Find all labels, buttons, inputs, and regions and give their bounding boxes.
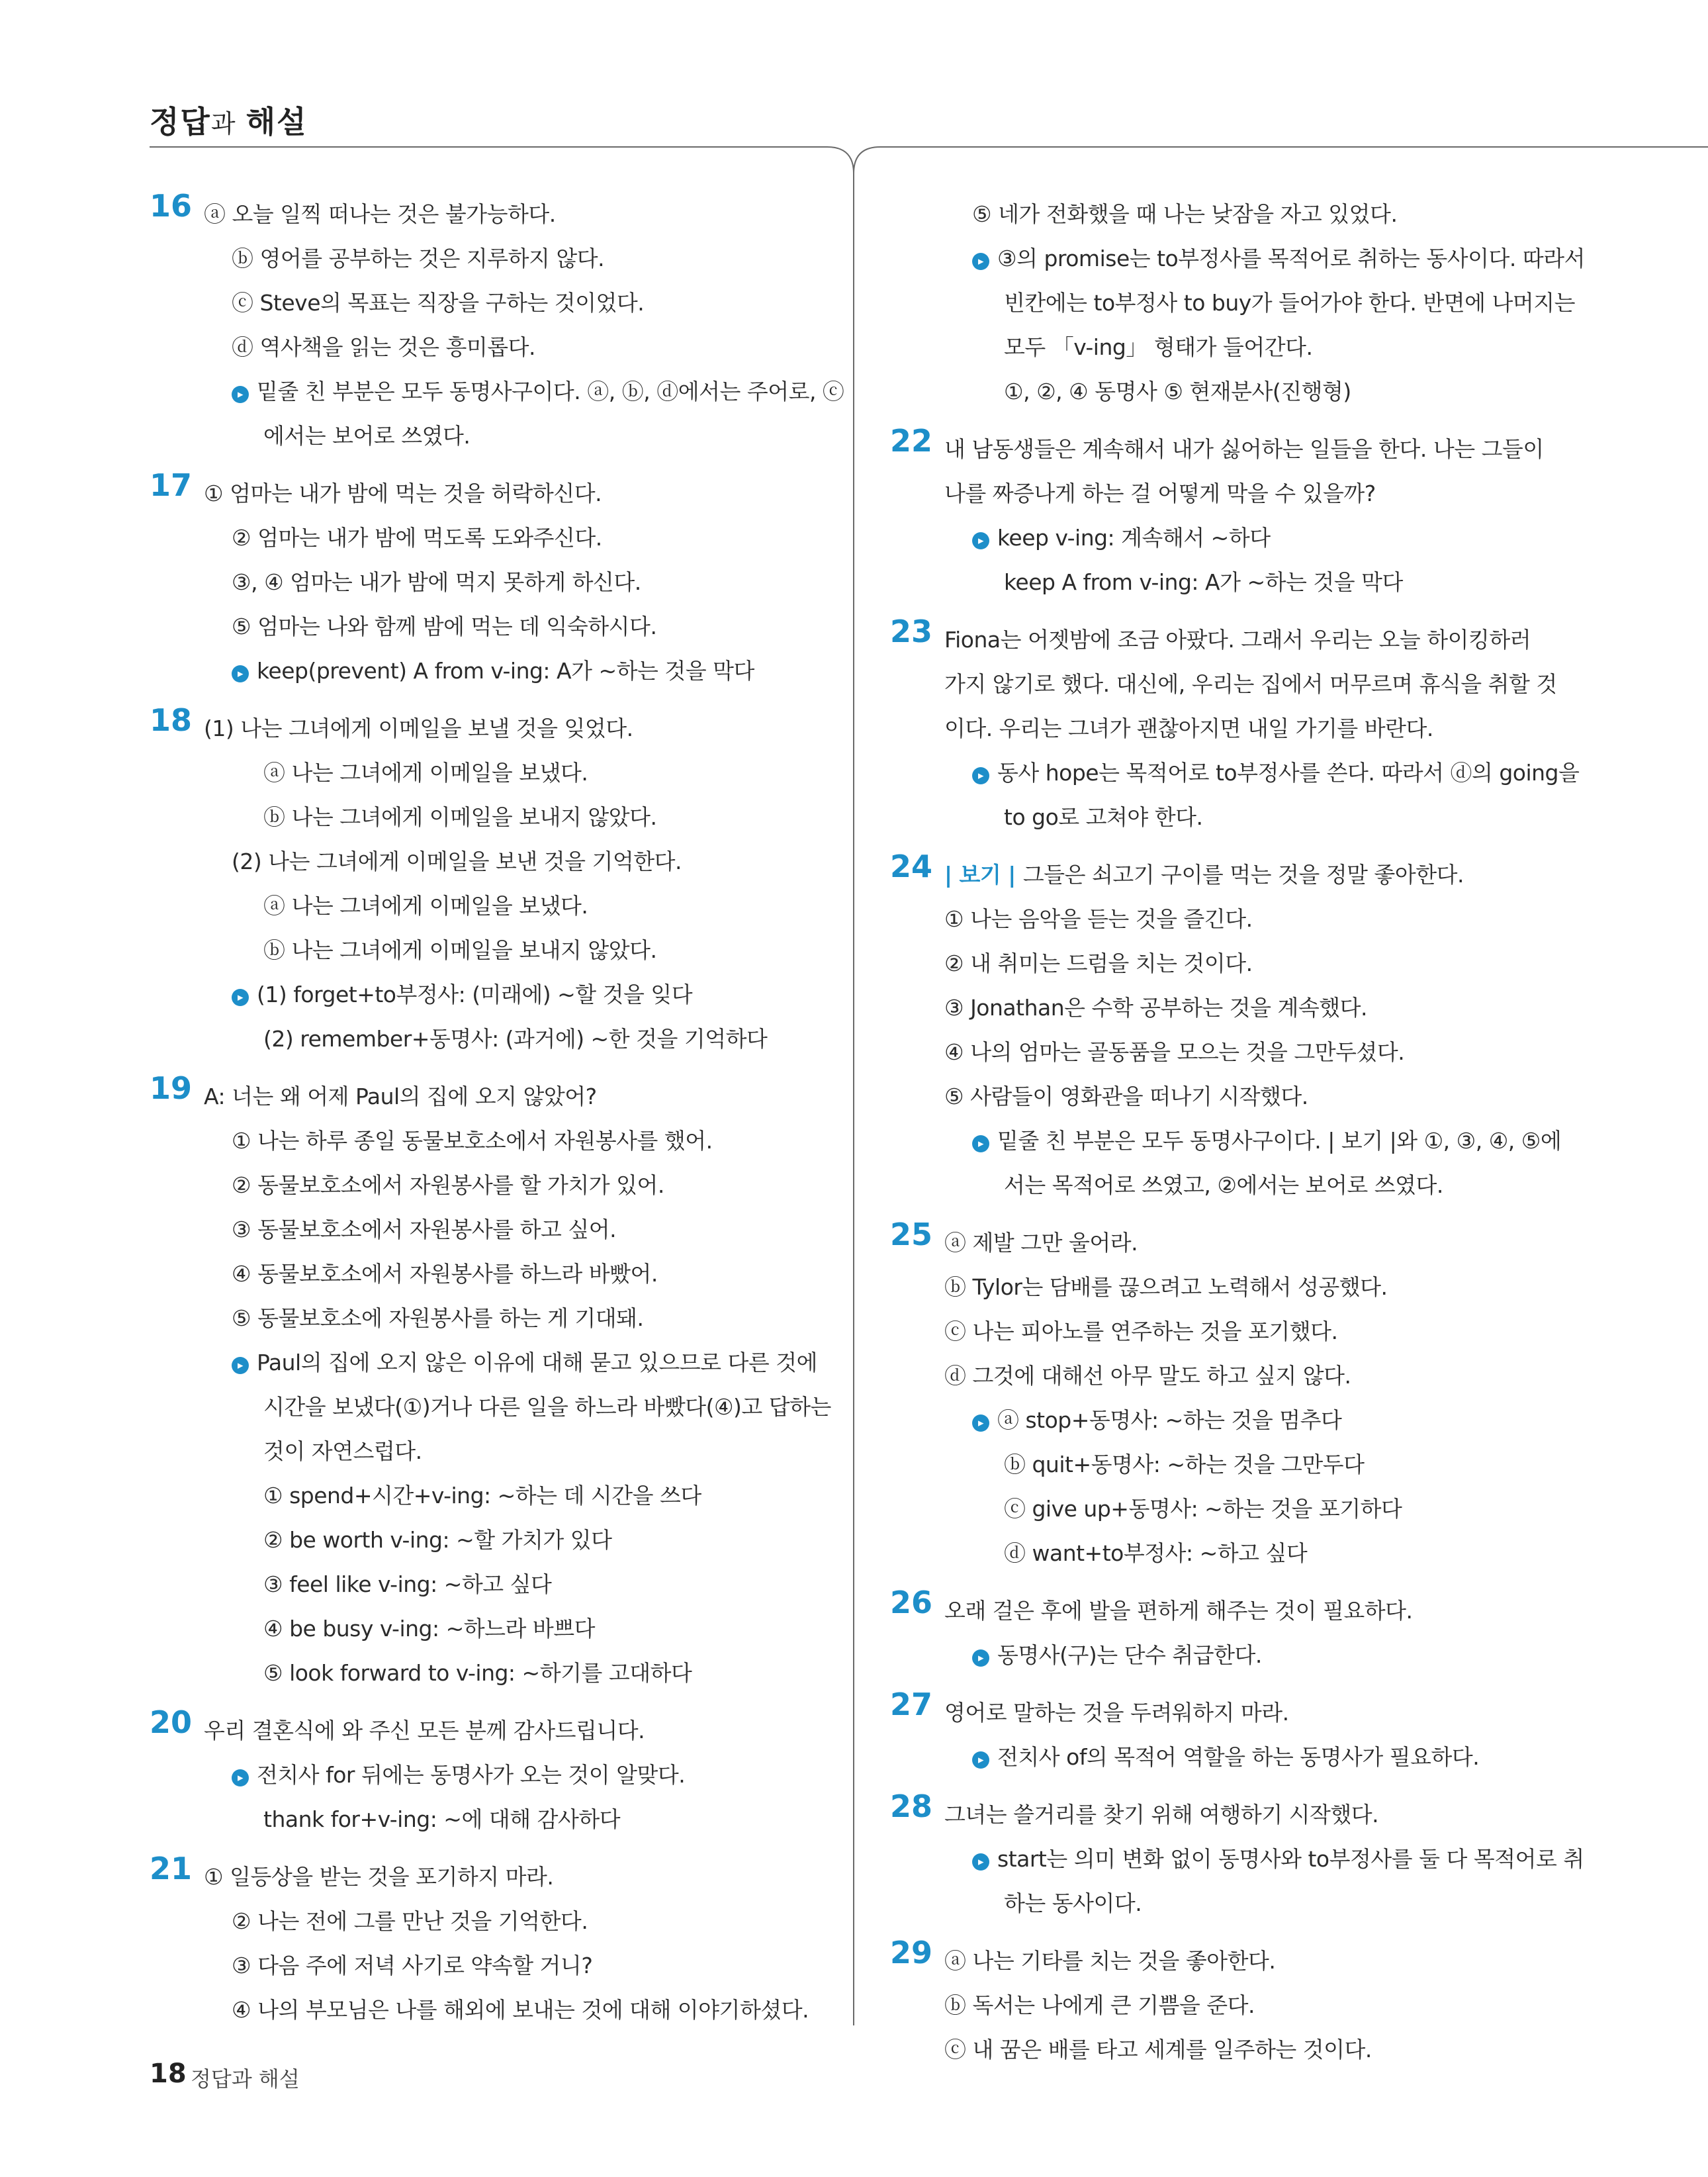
question-block [890,1935,1585,2072]
answer-line: ② be worth v-ing: ~할 가치가 있다 [263,1527,612,1553]
explanation-bullet-icon: ▸ [232,386,249,403]
right-column [890,192,1585,2085]
explanation-text: 밑줄 친 부분은 모두 동명사구이다. ⓐ, ⓑ, ⓓ에서는 주어로, ⓒ [257,379,844,404]
explanation-line [944,751,1585,795]
question-block [890,1687,1585,1779]
question-number: 19 [150,1070,193,1106]
answer-line: ⓑ 나는 그녀에게 이메일을 보내지 않았다. [263,804,657,830]
answer-line: 내 남동생들은 계속해서 내가 싫어하는 일들을 한다. 나는 그들이 [944,436,1544,462]
explanation-bullet-icon: ▸ [232,1357,249,1374]
footer-text: 정답과 해설 [191,2066,300,2092]
left-column [150,188,844,2045]
explanation-text: keep(prevent) A from v-ing: A가 ~하는 것을 막다 [257,658,754,684]
answer-line: keep A from v-ing: A가 ~하는 것을 막다 [1004,569,1403,595]
explanation-line [944,516,1585,560]
explanation-bullet-icon: ▸ [972,1414,989,1432]
answer-line: 이다. 우리는 그녀가 괜찮아지면 내일 가기를 바란다. [944,716,1433,741]
answer-line: ② 동물보호소에서 자원봉사를 할 가치가 있어. [232,1172,664,1198]
answer-line: ⓑ 독서는 나에게 큰 기쁨을 준다. [944,1992,1255,2018]
question-number: 23 [890,614,933,649]
explanation-line [204,649,844,693]
question-block [150,467,844,693]
answer-line: ① 나는 음악을 듣는 것을 즐긴다. [944,906,1253,932]
explanation-text: 전치사 for 뒤에는 동명사가 오는 것이 알맞다. [257,1762,686,1788]
answer-line: ⓑ 나는 그녀에게 이메일을 보내지 않았다. [263,937,657,963]
explanation-bullet-icon: ▸ [972,253,989,270]
question-block [150,1704,844,1841]
answer-line: ④ 동물보호소에서 자원봉사를 하느라 바빴어. [232,1261,658,1287]
answer-line: ⓐ 오늘 일찍 떠나는 것은 불가능하다. [204,201,556,227]
answer-line: ① 엄마는 내가 밤에 먹는 것을 허락하신다. [204,481,602,506]
answer-line: to go로 고쳐야 한다. [1004,804,1203,830]
question-block [890,1788,1585,1925]
answer-line: thank for+v-ing: ~에 대해 감사하다 [263,1806,621,1832]
explanation-text: 동명사(구)는 단수 취급한다. [997,1642,1262,1668]
answer-line: ⓓ want+to부정사: ~하고 싶다 [1004,1540,1308,1566]
answer-line: ④ 나의 부모님은 나를 해외에 보내는 것에 대해 이야기하셨다. [232,1997,809,2023]
explanation-line [944,1837,1585,1881]
answer-line: ⓒ 내 꿈은 배를 타고 세계를 일주하는 것이다. [944,2037,1372,2062]
answer-line: ①, ②, ④ 동명사 ⑤ 현재분사(진행형) [1004,379,1351,404]
answer-line: ⓑ Tylor는 담배를 끊으려고 노력해서 성공했다. [944,1274,1388,1300]
explanation-bullet-icon: ▸ [232,1769,249,1786]
explanation-line [944,236,1585,281]
explanation-text: ③의 promise는 to부정사를 목적어로 취하는 동사이다. 따라서 [997,246,1585,271]
question-block [890,192,1585,414]
explanation-line [204,1753,844,1797]
answer-line: (1) 나는 그녀에게 이메일을 보낼 것을 잊었다. [204,716,633,741]
question-block [150,1070,844,1695]
answer-line: ⓐ 나는 기타를 치는 것을 좋아한다. [944,1948,1276,1974]
question-block [150,1851,844,2032]
explanation-line [204,1340,844,1385]
question-number: 21 [150,1851,193,1886]
answer-line: ⑤ 사람들이 영화관을 떠나기 시작했다. [944,1084,1308,1109]
answer-line: (2) 나는 그녀에게 이메일을 보낸 것을 기억한다. [232,849,682,874]
explanation-text: Paul의 집에 오지 않은 이유에 대해 묻고 있으므로 다른 것에 [257,1350,817,1375]
example-line [944,853,1585,897]
answer-line: ⑤ 네가 전화했을 때 나는 낮잠을 자고 있었다. [972,201,1398,227]
answer-line: 하는 동사이다. [1004,1890,1142,1916]
question-block [890,614,1585,839]
answer-line: ① spend+시간+v-ing: ~하는 데 시간을 쓰다 [263,1483,701,1508]
explanation-text: 동사 hope는 목적어로 to부정사를 쓴다. 따라서 ⓓ의 going을 [997,760,1580,786]
explanation-bullet-icon: ▸ [972,1135,989,1152]
answer-line: A: 너는 왜 어제 Paul의 집에 오지 않았어? [204,1084,597,1109]
question-block [890,1217,1585,1575]
answer-line: Fiona는 어젯밤에 조금 아팠다. 그래서 우리는 오늘 하이킹하러 [944,627,1531,653]
explanation-line [944,1735,1585,1779]
page-number: 18 [150,2059,187,2089]
question-number: 16 [150,188,193,224]
answer-line: ⑤ 엄마는 나와 함께 밤에 먹는 데 익숙하시다. [232,614,657,639]
explanation-line [944,1398,1585,1442]
answer-line: ⓑ quit+동명사: ~하는 것을 그만두다 [1004,1452,1365,1477]
page-header-title: 정답과 해설 [150,104,308,140]
explanation-bullet-icon: ▸ [972,1649,989,1667]
answer-line: 서는 목적어로 쓰였고, ②에서는 보어로 쓰였다. [1004,1172,1443,1198]
answer-line: ④ be busy v-ing: ~하느라 바쁘다 [263,1616,595,1642]
answer-line: ⓒ 나는 피아노를 연주하는 것을 포기했다. [944,1319,1338,1344]
question-block [150,188,844,458]
explanation-text: ⓐ stop+동명사: ~하는 것을 멈추다 [997,1407,1342,1433]
explanation-text: keep v-ing: 계속해서 ~하다 [997,525,1271,551]
explanation-text: 전치사 of의 목적어 역할을 하는 동명사가 필요하다. [997,1744,1480,1770]
answer-line: ② 엄마는 내가 밤에 먹도록 도와주신다. [232,525,602,551]
answer-line: ④ 나의 엄마는 골동품을 모으는 것을 그만두셨다. [944,1039,1405,1065]
answer-line: ⓐ 제발 그만 울어라. [944,1230,1138,1256]
explanation-line [204,972,844,1017]
answer-line: ① 일등상을 받는 것을 포기하지 마라. [204,1864,554,1890]
question-block [150,702,844,1061]
answer-line: ⓓ 역사책을 읽는 것은 흥미롭다. [232,334,535,360]
answer-line: 오래 걸은 후에 발을 편하게 해주는 것이 필요하다. [944,1598,1413,1624]
answer-line: 시간을 보냈다(①)거나 다른 일을 하느라 바빴다(④)고 답하는 [263,1394,831,1420]
explanation-text: (1) forget+to부정사: (미래에) ~할 것을 잊다 [257,982,693,1007]
question-number: 24 [890,849,933,884]
explanation-bullet-icon: ▸ [972,532,989,549]
answer-line: ⓐ 나는 그녀에게 이메일을 보냈다. [263,760,588,786]
question-number: 29 [890,1935,933,1970]
question-block [890,849,1585,1207]
question-number: 18 [150,702,193,738]
example-text: 그들은 쇠고기 구이를 먹는 것을 정말 좋아한다. [1022,862,1464,888]
answer-line: ③ Jonathan은 수학 공부하는 것을 계속했다. [944,995,1367,1021]
answer-line: ⓐ 나는 그녀에게 이메일을 보냈다. [263,893,588,919]
answer-line: ③ 다음 주에 저녁 사기로 약속할 거니? [232,1953,593,1978]
explanation-bullet-icon: ▸ [972,767,989,784]
question-number: 22 [890,423,933,459]
answer-line: 우리 결혼식에 와 주신 모든 분께 감사드립니다. [204,1718,645,1743]
answer-line: 나를 짜증나게 하는 걸 어떻게 막을 수 있을까? [944,481,1376,506]
answer-line: ⓒ give up+동명사: ~하는 것을 포기하다 [1004,1496,1402,1522]
question-number: 27 [890,1687,933,1722]
explanation-bullet-icon: ▸ [972,1751,989,1769]
question-block [890,1585,1585,1677]
answer-line: ③ 동물보호소에서 자원봉사를 하고 싶어. [232,1217,617,1242]
answer-line: 그녀는 쓸거리를 찾기 위해 여행하기 시작했다. [944,1802,1379,1828]
explanation-text: start는 의미 변화 없이 동명사와 to부정사를 둘 다 목적어로 취 [997,1846,1584,1872]
explanation-bullet-icon: ▸ [972,1853,989,1871]
question-number: 28 [890,1788,933,1824]
question-number: 20 [150,1704,193,1740]
answer-line: 가지 않기로 했다. 대신에, 우리는 집에서 머무르며 휴식을 취할 것 [944,671,1557,697]
answer-line: ⓓ 그것에 대해선 아무 말도 하고 싶지 않다. [944,1363,1351,1389]
answer-line: ① 나는 하루 종일 동물보호소에서 자원봉사를 했어. [232,1128,713,1154]
example-label: | 보기 | [944,862,1023,888]
answer-line: ② 내 취미는 드럼을 치는 것이다. [944,950,1253,976]
answer-line: 에서는 보어로 쓰였다. [263,423,471,449]
question-number: 17 [150,467,193,503]
answer-line: ② 나는 전에 그를 만난 것을 기억한다. [232,1908,588,1934]
answer-line: ⑤ 동물보호소에 자원봉사를 하는 게 기대돼. [232,1305,644,1331]
explanation-bullet-icon: ▸ [232,665,249,682]
answer-line: ⓑ 영어를 공부하는 것은 지루하지 않다. [232,246,605,271]
explanation-line [944,1119,1585,1163]
explanation-bullet-icon: ▸ [232,989,249,1006]
question-block [890,423,1585,604]
explanation-text: 밑줄 친 부분은 모두 동명사구이다. | 보기 |와 ①, ③, ④, ⑤에 [997,1128,1562,1154]
explanation-line [204,369,844,414]
answer-line: ③, ④ 엄마는 내가 밤에 먹지 못하게 하신다. [232,569,641,595]
answer-line: ⓒ Steve의 목표는 직장을 구하는 것이었다. [232,290,645,316]
answer-line: 것이 자연스럽다. [263,1438,422,1464]
answer-line: ⑤ look forward to v-ing: ~하기를 고대하다 [263,1660,692,1686]
explanation-line [944,1633,1585,1677]
question-number: 26 [890,1585,933,1620]
answer-line: ③ feel like v-ing: ~하고 싶다 [263,1571,552,1597]
answer-line: 빈칸에는 to부정사 to buy가 들어가야 한다. 반면에 나머지는 [1004,290,1576,316]
answer-line: 영어로 말하는 것을 두려워하지 마라. [944,1700,1289,1726]
answer-line: (2) remember+동명사: (과거에) ~한 것을 기억하다 [263,1026,768,1052]
answer-line: 모두 「v-ing」 형태가 들어간다. [1004,334,1313,360]
question-number: 25 [890,1217,933,1252]
